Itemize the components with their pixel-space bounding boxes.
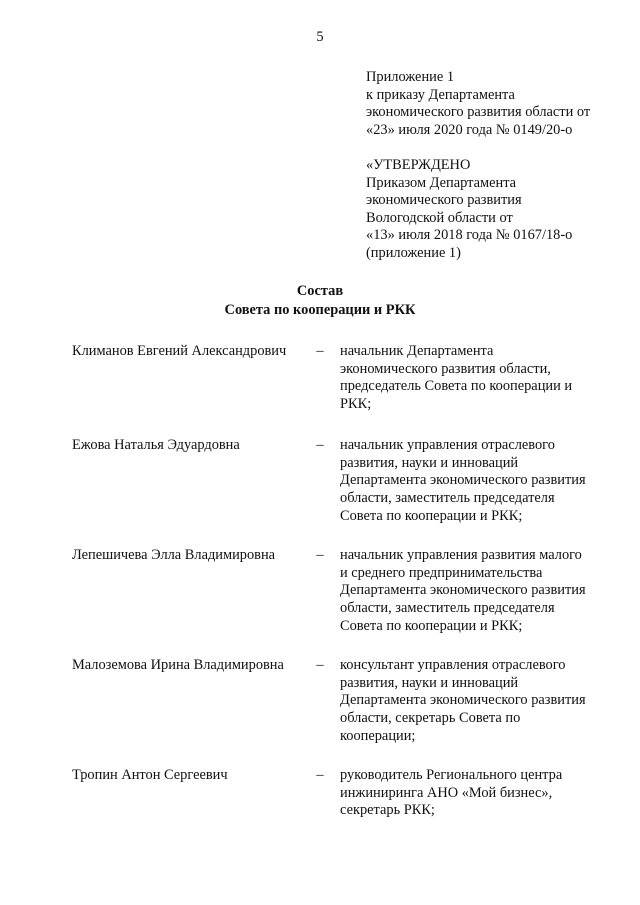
role-line: Департамента экономического развития xyxy=(340,582,586,599)
role-line: Департамента экономического развития xyxy=(340,692,586,709)
appendix-line: «23» июля 2020 года № 0149/20-о xyxy=(366,121,573,138)
role-line: Совета по кооперации и РКК; xyxy=(340,507,523,524)
role-line: развития, науки и инноваций xyxy=(340,674,519,691)
dash-separator: – xyxy=(316,343,324,359)
role-line: развития, науки и инноваций xyxy=(340,454,519,471)
appendix-block xyxy=(366,69,636,139)
title-line: Состав xyxy=(296,283,344,299)
approval-line: «УТВЕРЖДЕНО xyxy=(366,157,471,173)
role-line: инжиниринга АНО «Мой бизнес», xyxy=(340,784,553,801)
role-line: начальник управления отраслевого xyxy=(340,437,555,453)
role-line: руководитель Регионального центра xyxy=(340,767,563,783)
member-row xyxy=(0,767,640,827)
appendix-line: к приказу Департамента xyxy=(366,86,515,103)
member-name: Лепешичева Элла Владимировна xyxy=(72,547,276,563)
member-row xyxy=(0,657,640,767)
role-line: консультант управления отраслевого xyxy=(340,657,566,673)
role-line: области, заместитель председателя xyxy=(340,600,555,617)
role-line: начальник управления развития малого xyxy=(340,547,582,563)
dash-separator: – xyxy=(316,767,324,783)
role-line: РКК; xyxy=(340,396,372,413)
member-role xyxy=(340,767,602,820)
member-name: Тропин Антон Сергеевич xyxy=(72,767,228,783)
role-line: секретарь РКК; xyxy=(340,802,435,819)
role-line: области, заместитель председателя xyxy=(340,490,555,507)
appendix-line: Приложение 1 xyxy=(366,69,455,85)
role-line: начальник Департамента xyxy=(340,343,494,359)
member-row xyxy=(0,437,640,547)
member-role xyxy=(340,547,602,636)
appendix-line: экономического развития области от xyxy=(366,104,591,121)
member-name: Климанов Евгений Александрович xyxy=(72,343,287,359)
member-role xyxy=(340,343,602,414)
role-line: области, секретарь Совета по xyxy=(340,710,521,727)
approval-line: Приказом Департамента xyxy=(366,174,517,191)
role-line: Совета по кооперации и РКК; xyxy=(340,617,523,634)
member-name: Малоземова Ирина Владимировна xyxy=(72,657,284,673)
role-line: кооперации; xyxy=(340,727,416,744)
member-list xyxy=(0,343,640,827)
member-role xyxy=(340,437,602,526)
page-number: 5 xyxy=(316,29,324,45)
member-row xyxy=(0,547,640,657)
member-name: Ежова Наталья Эдуардовна xyxy=(72,437,240,453)
role-line: председатель Совета по кооперации и xyxy=(340,378,573,395)
role-line: и среднего предпринимательства xyxy=(340,564,543,581)
dash-separator: – xyxy=(316,547,324,563)
role-line: экономического развития области, xyxy=(340,360,551,377)
dash-separator: – xyxy=(316,657,324,673)
title-line: Совета по кооперации и РКК xyxy=(224,302,416,318)
approval-line: Вологодской области от xyxy=(366,209,513,226)
member-role xyxy=(340,657,602,746)
document-title xyxy=(0,282,640,320)
approval-block xyxy=(366,157,636,263)
member-row xyxy=(0,343,640,437)
approval-line: «13» июля 2018 года № 0167/18-о xyxy=(366,227,573,244)
dash-separator: – xyxy=(316,437,324,453)
role-line: Департамента экономического развития xyxy=(340,472,586,489)
approval-line: (приложение 1) xyxy=(366,244,461,261)
approval-line: экономического развития xyxy=(366,192,522,209)
